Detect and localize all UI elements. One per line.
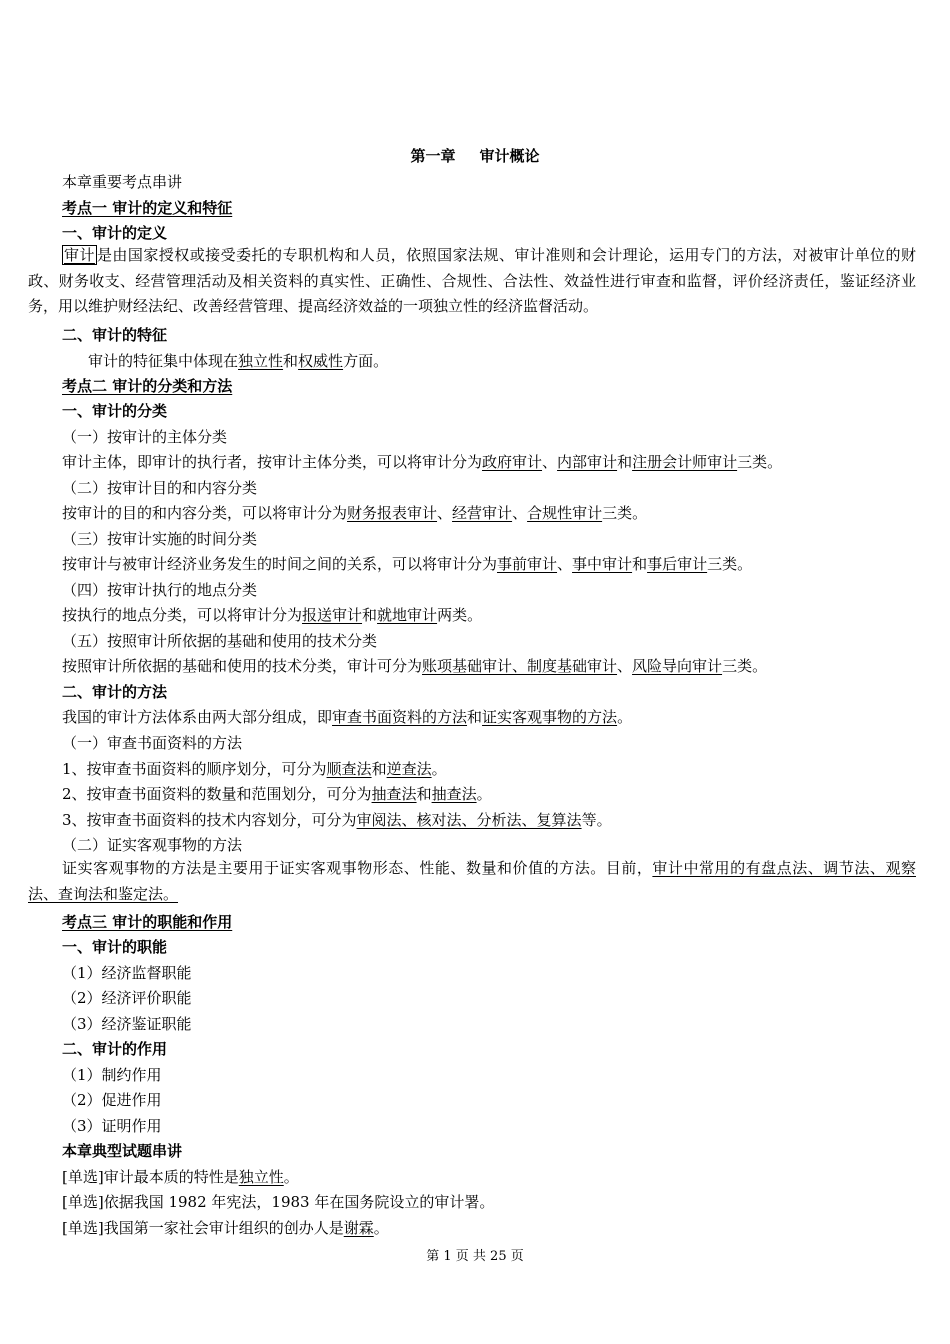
function-item: （2）经济评价职能: [62, 989, 192, 1007]
chapter-name: 审计概论: [479, 147, 540, 165]
kp2-heading: 考点二 审计的分类和方法: [62, 377, 233, 395]
page-footer: 第 1 页 共 25 页: [426, 1249, 524, 1264]
definition-paragraph: 审计 是由国家授权或接受委托的专职机构和人员，依照国家法规、审计准则和会计理论，运用专门的方法，对被审计单位的财政、财务收支、经营管理活动及相关资料的真实性、正确性、合规性、合法性、效益性进行审查和监督，评价经济责任，鉴证经济业务，用以维护财经法纪、改善经营管理、提高经济效益的一项独立性的经济监督活动。: [28, 246, 916, 315]
chapter-number: 第一章: [410, 147, 456, 165]
role-item: （3）证明作用: [62, 1117, 162, 1135]
kp1-heading: 考点一 审计的定义和特征: [62, 199, 233, 217]
method2-title: （二）证实客观事物的方法: [62, 836, 243, 854]
kp2-sec2-heading: 二、审计的方法: [62, 683, 168, 701]
class3-text: 按审计与被审计经济业务发生的时间之间的关系，可以将审计分为事前审计、事中审计和事后审计三类。: [62, 555, 753, 573]
class1-text: 审计主体，即审计的执行者，按审计主体分类，可以将审计分为政府审计、内部审计和注册会计师审计三类。: [62, 453, 783, 471]
kp1-sec1-heading: 一、审计的定义: [62, 224, 168, 242]
class5-text: 按照审计所依据的基础和使用的技术分类，审计可分为账项基础审计、制度基础审计、风险导向审计三类。: [62, 657, 768, 675]
class4-text: 按执行的地点分类，可以将审计分为报送审计和就地审计两类。: [62, 606, 483, 624]
class2-title: （二）按审计目的和内容分类: [62, 479, 258, 497]
intro-text: 本章重要考点串讲: [62, 173, 183, 191]
role-item: （2）促进作用: [62, 1091, 162, 1109]
exam-question: [单选]审计最本质的特性是独立性。: [62, 1168, 299, 1186]
exam-question: [单选]我国第一家社会审计组织的创办人是谢霖。: [62, 1219, 389, 1237]
class5-title: （五）按照审计所依据的基础和使用的技术分类: [62, 632, 378, 650]
kp3-sec1-heading: 一、审计的职能: [62, 938, 168, 956]
method1-title: （一）审查书面资料的方法: [62, 734, 243, 752]
class3-title: （三）按审计实施的时间分类: [62, 530, 258, 548]
definition-term: 审计: [64, 246, 95, 264]
function-item: （3）经济鉴证职能: [62, 1015, 192, 1033]
kp3-heading: 考点三 审计的职能和作用: [62, 913, 233, 931]
class2-text: 按审计的目的和内容分类，可以将审计分为财务报表审计、经营审计、合规性审计三类。: [62, 504, 648, 522]
method1-item2: 2、按审查书面资料的数量和范围划分，可分为抽查法和抽查法。: [62, 785, 492, 803]
class1-title: （一）按审计的主体分类: [62, 428, 228, 446]
role-item: （1）制约作用: [62, 1066, 162, 1084]
class4-title: （四）按审计执行的地点分类: [62, 581, 258, 599]
kp1-sec2-heading: 二、审计的特征: [62, 326, 168, 344]
exam-heading: 本章典型试题串讲: [62, 1142, 183, 1160]
feature-paragraph: 审计的特征集中体现在独立性和权威性方面。: [88, 352, 389, 370]
kp2-sec1-heading: 一、审计的分类: [62, 402, 168, 420]
method1-item1: 1、按审查书面资料的顺序划分，可分为顺查法和逆查法。: [62, 760, 447, 778]
exam-question: [单选]依据我国 1982 年宪法，1983 年在国务院设立的审计署。: [62, 1193, 495, 1211]
methods-intro: 我国的审计方法体系由两大部分组成，即审查书面资料的方法和证实客观事物的方法。: [62, 708, 633, 726]
method1-item3: 3、按审查书面资料的技术内容划分，可分为审阅法、核对法、分析法、复算法等。: [62, 811, 612, 829]
method2-text: 证实客观事物的方法是主要用于证实客观事物形态、性能、数量和价值的方法。目前，审计中常用的有盘点法、调节法、观察法、查询法和鉴定法。: [28, 859, 916, 903]
chapter-title: [0, 145, 950, 166]
kp3-sec2-heading: 二、审计的作用: [62, 1040, 168, 1058]
function-item: （1）经济监督职能: [62, 964, 192, 982]
